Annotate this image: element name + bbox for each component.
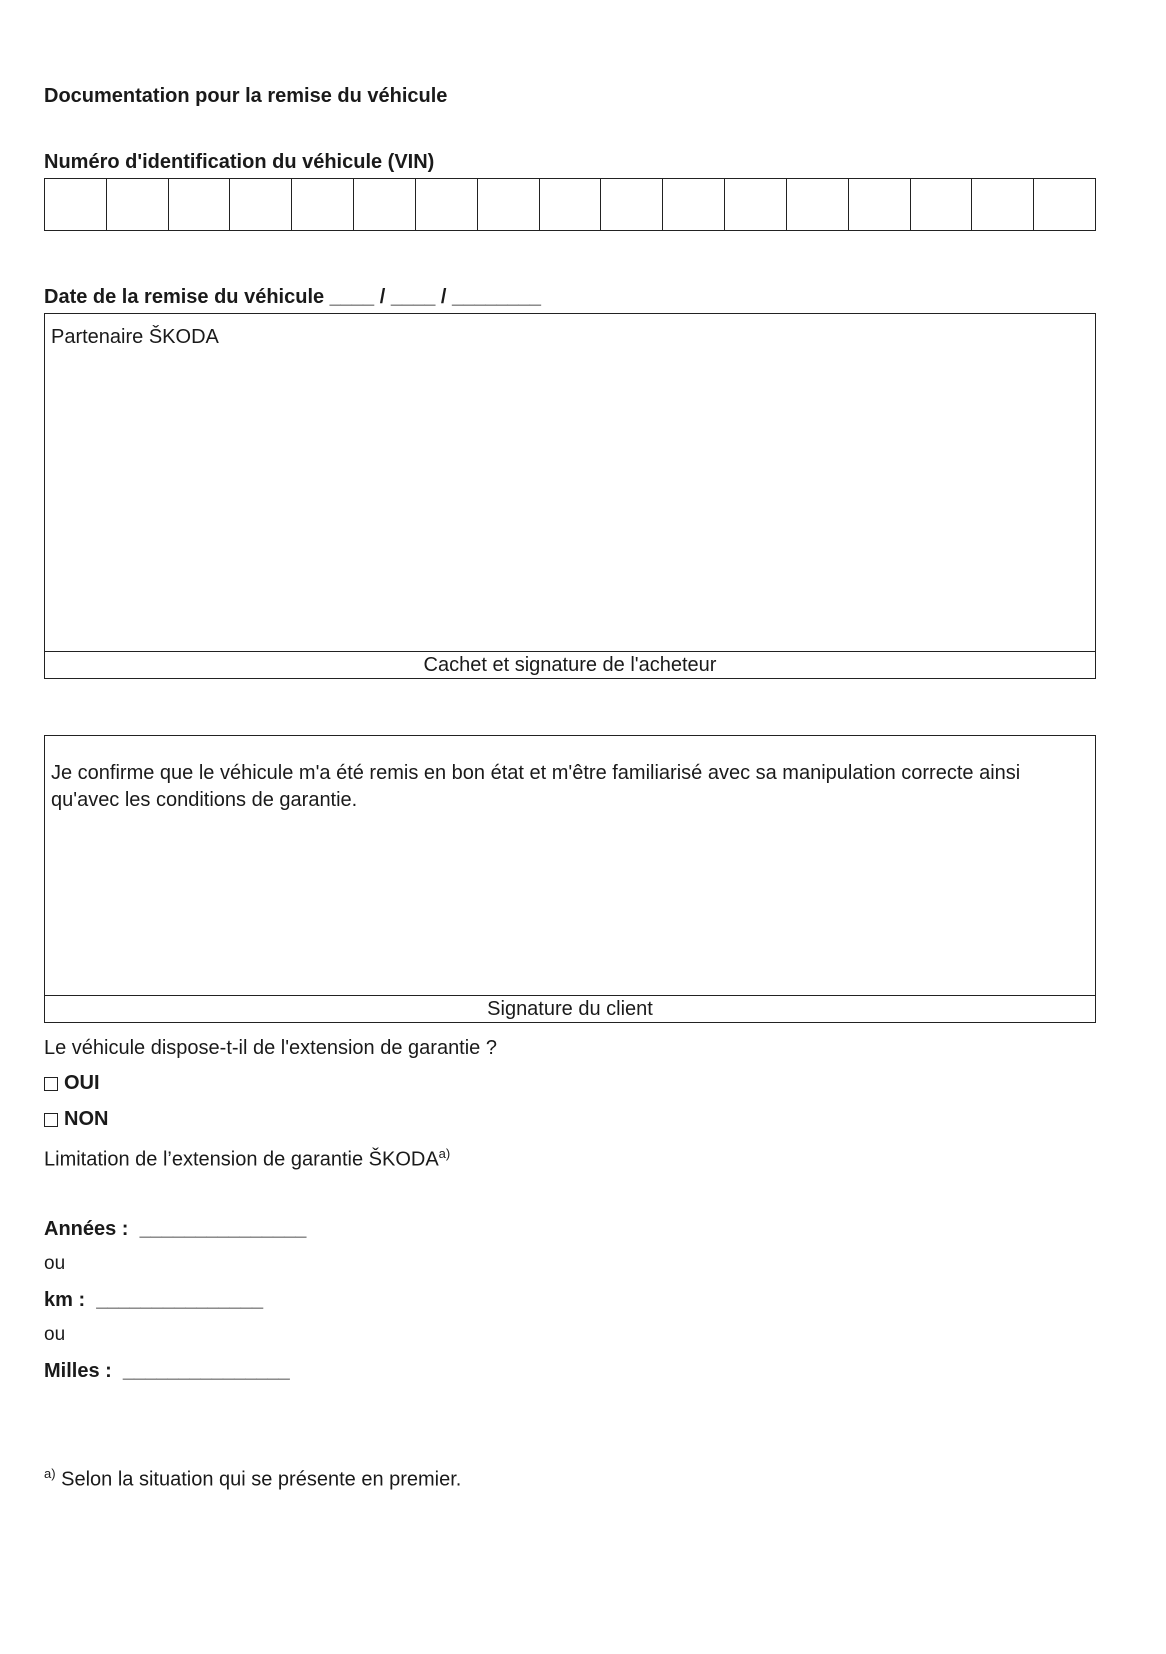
footnote-mark: a) xyxy=(44,1466,56,1481)
warranty-limitation-text: Limitation de l’extension de garantie ŠKODA xyxy=(44,1148,439,1171)
vin-cell-4[interactable] xyxy=(230,179,292,230)
vin-cell-17[interactable] xyxy=(1034,179,1095,230)
km-label: km : xyxy=(44,1289,86,1311)
buyer-stamp-signature-label[interactable]: Cachet et signature de l'acheteur xyxy=(45,651,1095,678)
checkbox-no[interactable] xyxy=(44,1113,58,1127)
vin-cell-7[interactable] xyxy=(416,179,478,230)
dealer-label: Partenaire ŠKODA xyxy=(51,326,219,348)
option-no[interactable] xyxy=(44,1108,108,1131)
vin-cell-6[interactable] xyxy=(354,179,416,230)
miles-label: Milles : xyxy=(44,1360,112,1382)
client-confirmation-box xyxy=(44,735,1096,1023)
handover-date-row xyxy=(44,286,541,309)
years-field xyxy=(44,1218,306,1241)
footnote-text: Selon la situation qui se présente en premier. xyxy=(55,1468,462,1491)
option-yes[interactable] xyxy=(44,1072,100,1095)
vin-cell-15[interactable] xyxy=(911,179,973,230)
vin-cell-2[interactable] xyxy=(107,179,169,230)
vin-cell-16[interactable] xyxy=(972,179,1034,230)
client-statement: Je confirme que le véhicule m'a été remis en bon état et m'être familiarisé avec sa manipulation correcte ainsi qu'avec les conditions de garantie. xyxy=(51,762,1021,811)
vin-cell-1[interactable] xyxy=(45,179,107,230)
dealer-box xyxy=(44,313,1096,679)
miles-field xyxy=(44,1360,290,1383)
vin-cell-3[interactable] xyxy=(169,179,231,230)
warranty-question: Le véhicule dispose-t-il de l'extension de garantie ? xyxy=(44,1037,497,1059)
vin-cell-10[interactable] xyxy=(601,179,663,230)
vin-cell-5[interactable] xyxy=(292,179,354,230)
vin-label: Numéro d'identification du véhicule (VIN) xyxy=(44,151,435,173)
option-no-label: NON xyxy=(64,1108,109,1130)
km-blank[interactable]: _______________ xyxy=(85,1289,264,1311)
km-field xyxy=(44,1289,263,1312)
option-yes-label: OUI xyxy=(64,1072,100,1094)
handover-date-blank[interactable]: ____ / ____ / ________ xyxy=(324,286,541,308)
vin-cell-11[interactable] xyxy=(663,179,725,230)
vin-cell-12[interactable] xyxy=(725,179,787,230)
years-label: Années : xyxy=(44,1218,129,1240)
or-separator-2: ou xyxy=(44,1324,66,1345)
footnote xyxy=(44,1466,461,1492)
document-title: Documentation pour la remise du véhicule xyxy=(44,85,448,107)
checkbox-yes[interactable] xyxy=(44,1077,58,1091)
miles-blank[interactable]: _______________ xyxy=(111,1360,290,1382)
vin-cell-13[interactable] xyxy=(787,179,849,230)
years-blank[interactable]: _______________ xyxy=(128,1218,307,1240)
vin-cell-9[interactable] xyxy=(540,179,602,230)
vin-cell-8[interactable] xyxy=(478,179,540,230)
warranty-limitation xyxy=(44,1146,450,1172)
client-signature-label[interactable]: Signature du client xyxy=(45,995,1095,1022)
footnote-ref: a) xyxy=(438,1146,451,1161)
vin-cell-14[interactable] xyxy=(849,179,911,230)
handover-date-label: Date de la remise du véhicule xyxy=(44,286,325,308)
or-separator-1: ou xyxy=(44,1253,66,1274)
vin-input-grid[interactable] xyxy=(44,178,1096,231)
